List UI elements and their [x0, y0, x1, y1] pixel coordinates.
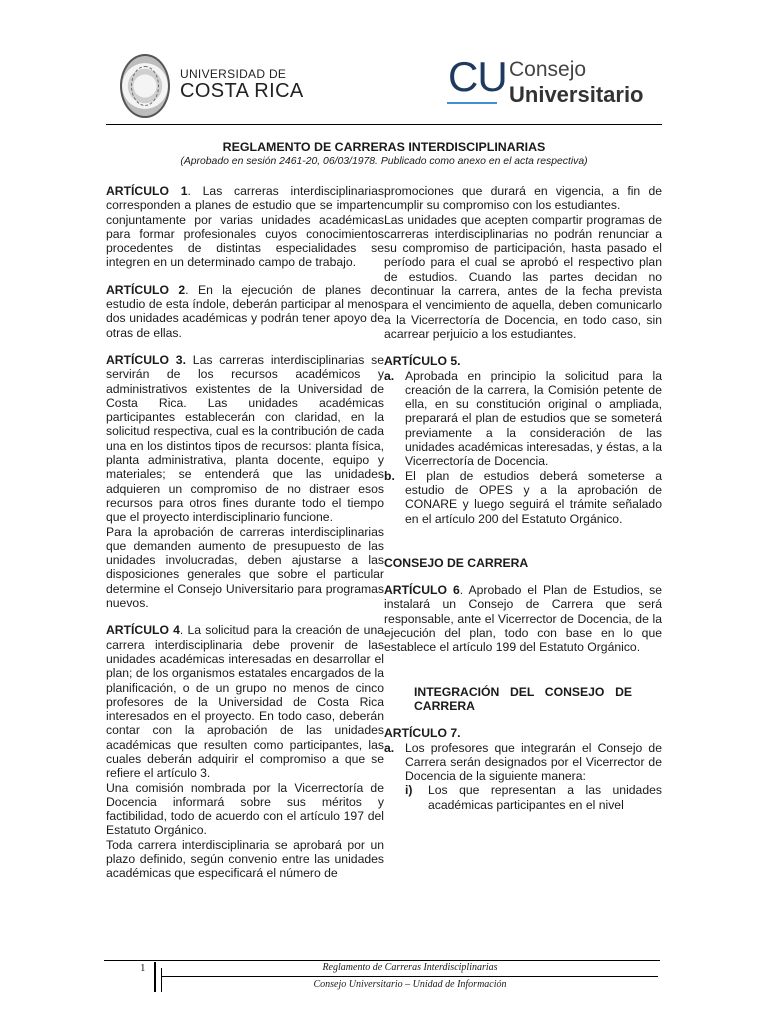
article-2-text: . En la ejecución de planes de estudio de esta índole, deberán participar al menos dos unidades académicas y podrán tener apoyo de otras de ellas. [106, 282, 385, 340]
university-seal-icon [120, 54, 170, 118]
list-item-label: a. [384, 368, 395, 383]
article-5-item-a [384, 369, 662, 469]
article-7-label: ARTÍCULO 7. [384, 726, 461, 741]
article-6-text: . Aprobado el Plan de Estudios, se instalará un Consejo de Carrera que será responsable, ante el Vicerrector de Docencia, de la ejecución del plan, todo con base en lo que establece el artículo 199 del Estatuto Orgánico. [384, 583, 663, 655]
article-4-paragraph-3: Toda carrera interdisciplinaria se aprobará por un plazo definido, según convenio entre las unidades académicas que especificará el número de [106, 837, 384, 881]
footer-divider-top [104, 960, 660, 961]
article-2-label: ARTÍCULO 2 [106, 282, 186, 297]
article-2 [106, 283, 384, 340]
cu-logo-underline [447, 102, 497, 104]
footer-document-name: Reglamento de Carreras Interdisciplinarias [322, 962, 498, 973]
article-1 [106, 184, 384, 270]
cu-logo-line1: Consejo [509, 58, 587, 81]
article-6 [384, 583, 662, 654]
right-column [384, 184, 662, 812]
article-1-text: . Las carreras interdisciplinarias corresponden a planes de estudio que se imparten conjuntamente por varias unidades académicas para formar profesionales cuyos conocimientos procedentes de distintas especialidades se integren en un determinado campo de trabajo. [106, 184, 384, 270]
page-number: 1 [140, 962, 146, 974]
article-3-paragraph-2: Para la aprobación de carreras interdisciplinarias que demanden aumento de presupuesto de las unidades involucradas, deben ajustarse a las disposiciones generales que sobre el particular determine el Consejo Universitario para programas nuevos. [106, 524, 384, 611]
article-4-continued-1: promociones que durará en vigencia, a fin de cumplir su compromiso con los estudiantes. [384, 184, 662, 213]
article-7-subitem-i [405, 783, 662, 812]
section-heading-consejo: CONSEJO DE CARRERA [384, 555, 529, 570]
footer-office-name: Consejo Universitario – Unidad de Información [313, 979, 507, 990]
document-subtitle: (Aprobado en sesión 2461-20, 06/03/1978. Publicado como anexo en el acta respectiva) [180, 156, 588, 167]
article-4 [106, 623, 384, 780]
left-column [106, 184, 384, 881]
article-4-paragraph-2: Una comisión nombrada por la Vicerrectoría de Docencia informará sobre sus méritos y factibilidad, todo de acuerdo con el artículo 197 del Estatuto Orgánico. [106, 780, 384, 838]
ucr-logo-line2: COSTA RICA [180, 80, 304, 102]
document-title: REGLAMENTO DE CARRERAS INTERDISCIPLINARIAS [222, 140, 546, 154]
document-header [0, 0, 768, 126]
ucr-logo-line1: UNIVERSIDAD DE [180, 67, 287, 81]
section-heading-integracion: INTEGRACIÓN DEL CONSEJO DE CARRERA [414, 684, 632, 713]
article-7-item-a [384, 741, 662, 784]
header-divider [106, 124, 662, 125]
footer-vertical-bar [154, 962, 156, 992]
cu-logo-line2: Universitario [509, 82, 644, 107]
article-3-text: Las carreras interdisciplinarias se servirán de los recursos académicos y administrativos existentes de la Universidad de Costa Rica. Las unidades académicas participantes establecerán con claridad, en la solicitud respectiva, cual es la contribución de cada una en los distintos tipos de recursos: planta física, planta administrativa, planta docente, equipo y materiales; se entenderá que las unidades adquieren un compromiso de no distraer esos recursos para otros fines durante todo el tiempo que el proyecto interdisciplinario funcione. [106, 352, 384, 525]
article-5-label: ARTÍCULO 5. [384, 354, 461, 369]
cu-logo-mark: CU [448, 53, 507, 100]
list-item-label: b. [384, 468, 395, 483]
article-3 [106, 353, 384, 525]
article-3-label: ARTÍCULO 3. [106, 352, 186, 367]
sublist-item-label: i) [405, 783, 413, 798]
article-4-text: . La solicitud para la creación de una carrera interdisciplinaria debe provenir de las unidades académicas interesadas en desarrollar el plan; de los organismos estatales encargados de la planificación, o de un grupo no menos de cinco profesores de la Universidad de Costa Rica interesados en el proyecto. En todo caso, deberán contar con la aprobación de las unidades académicas que resulten como participantes, las cuales deberán adquirir el compromiso a que se refiere el artículo 3. [106, 623, 384, 781]
article-6-label: ARTÍCULO 6 [384, 583, 460, 598]
list-item-text: Los profesores que integrarán el Consejo de Carrera serán designados por el Vicerrector de Docencia de la siguiente manera: [405, 740, 662, 784]
list-item-label: a. [384, 740, 395, 755]
list-item-text: El plan de estudios deberá someterse a estudio de OPES y a la aprobación de CONARE y luego seguirá el trámite señalado en el artículo 200 del Estatuto Orgánico. [405, 468, 662, 526]
article-4-continued-2: Las unidades que acepten compartir programas de carreras interdisciplinarias no podrán renunciar a su compromiso de participación, hasta pasado el período para el cual se aprobó el respectivo plan de estudios. Cuando las partes decidan no continuar la carrera, antes de la fecha prevista para el vencimiento de aquella, deben comunicarlo a la Vicerrectoría de Docencia, en todo caso, sin acarrear perjuicio a los estudiantes. [384, 212, 662, 341]
sublist-item-text: Los que representan a las unidades académicas participantes en el nivel [428, 783, 662, 812]
list-item-text: Aprobada en principio la solicitud para la creación de la carrera, la Comisión petente de ella, en su constitución original o ampliada, preparará el plan de estudios que se someterá previamente a la consideración de las unidades académicas interesadas, y éstas, a la Vicerrectoría de Docencia. [405, 368, 662, 469]
footer-divider-middle [162, 976, 658, 977]
article-5-item-b [384, 469, 662, 526]
article-1-label: ARTÍCULO 1 [106, 184, 188, 198]
article-4-label: ARTÍCULO 4 [106, 623, 180, 638]
